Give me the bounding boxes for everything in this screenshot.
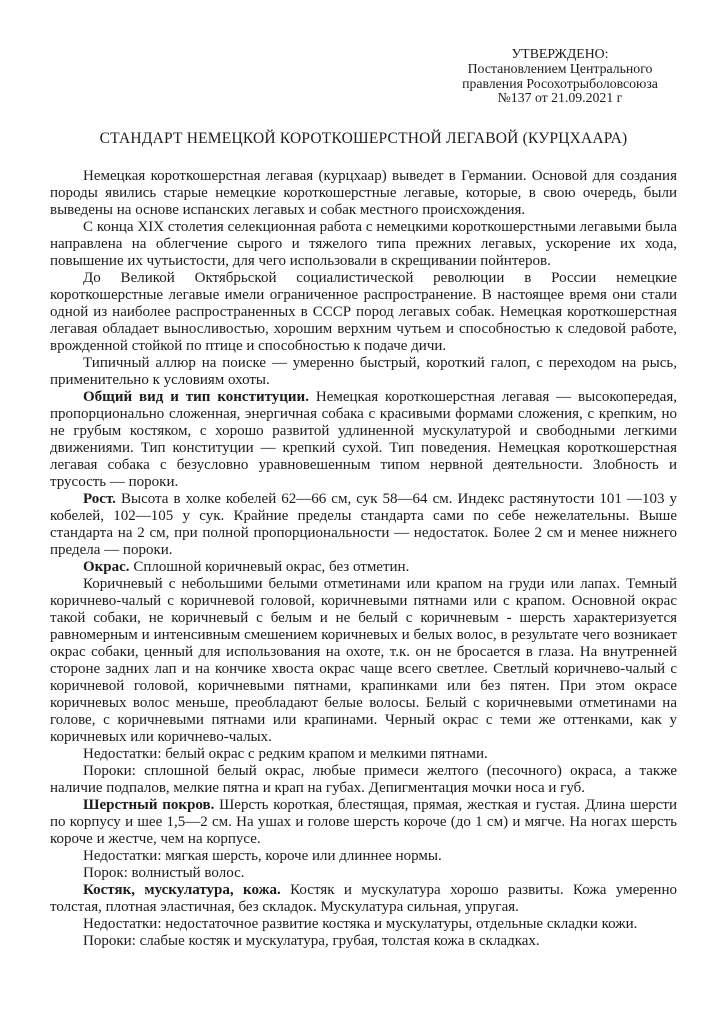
paragraph: Шерстный покров. Шерсть короткая, блестящая, прямая, жесткая и густая. Длина шерсти по корпусу и шее 1,5—2 см. На ушах и голове шерсть короче (до 1 см) и мягче. На ногах шерсть короче и жестче, чем на корпусе.: [50, 797, 677, 848]
document-title: СТАНДАРТ НЕМЕЦКОЙ КОРОТКОШЕРСТНОЙ ЛЕГАВОЙ (КУРЦХААРА): [99, 130, 628, 148]
section-heading: Шерстный покров.: [83, 797, 220, 814]
paragraph: Типичный аллюр на поиске — умеренно быстрый, короткий галоп, с переходом на рысь, применительно к условиям охоты.: [50, 355, 677, 389]
section-heading: Общий вид и тип конституции.: [83, 389, 316, 406]
section-heading: Рост.: [83, 491, 121, 508]
paragraph: С конца XIX столетия селекционная работа с немецкими короткошерстными легавыми была направлена на облегчение сырого и тяжелого типа прежних легавых, ускорение их хода, повышение их чутьистости, для чего использовали в скрещивании пойнтеров.: [50, 219, 677, 270]
paragraph: Костяк, мускулатура, кожа. Костяк и мускулатура хорошо развиты. Кожа умеренно толстая, плотная эластичная, без складок. Мускулатура сильная, упругая.: [50, 882, 677, 916]
paragraph: Недостатки: белый окрас с редким крапом и мелкими пятнами.: [83, 746, 488, 763]
paragraph: Рост. Высота в холке кобелей 62—66 см, сук 58—64 см. Индекс растянутости 101 —103 у кобелей, 102—105 у сук. Крайние пределы стандарта сами по себе нежелательны. Выше стандарта на 2 см, при полной пропорциональности — недостаток. Более 2 см и менее нижнего предела — пороки.: [50, 491, 678, 559]
paragraph: Недостатки: недостаточное развитие костяка и мускулатуры, отдельные складки кожи.: [83, 916, 638, 933]
paragraph: Недостатки: мягкая шерсть, короче или длиннее нормы.: [83, 848, 442, 865]
section-heading: Окрас.: [83, 559, 134, 576]
paragraph: Немецкая короткошерстная легавая (курцхаар) выведет в Германии. Основой для создания породы явились старые немецкие короткошерстные легавые, которые, в свою очередь, были выведены на основе испанских легавых и собак местного происхождения.: [50, 168, 677, 219]
approval-line: №137 от 21.09.2021 г: [497, 90, 623, 106]
approval-line: УТВЕРЖДЕНО:: [511, 46, 609, 61]
paragraph: До Великой Октябрьской социалистической революции в России немецкие короткошерстные легавые имели ограниченное распространение. В настоящее время они стали одной из наиболее распространенных в СССР пород легавых собак. Немецкая короткошерстная легавая обладает выносливостью, хорошим верхним чутьем и способностью к следовой работе, врожденной стойкой по птице и способностью к подаче дичи.: [50, 270, 677, 355]
paragraph: Пороки: слабые костяк и мускулатура, грубая, толстая кожа в складках.: [83, 933, 540, 950]
approval-block: [445, 47, 675, 106]
approval-line: правления Росохотрыболовсоюза: [462, 75, 658, 91]
paragraph: Пороки: сплошной белый окрас, любые примеси желтого (песочного) окраса, а также наличие подпалов, мелкие пятна и крап на губах. Депигментация мочки носа и губ.: [50, 763, 677, 797]
section-heading: Костяк, мускулатура, кожа.: [83, 882, 291, 899]
paragraph: Общий вид и тип конституции. Немецкая короткошерстная легавая — высокопередая, пропорционально сложенная, энергичная собака с красивыми формами сложения, с крепким, но не грубым костяком, с хорошо развитой удлиненной мускулатурой и свободными легкими движениями. Тип конституции — крепкий сухой. Тип поведения. Немецкая короткошерстная легавая собака с безусловно уравновешенным типом нервной деятельности. Злобность и трусость — пороки.: [50, 389, 677, 491]
paragraph: Окрас. Сплошной коричневый окрас, без отметин.: [83, 559, 410, 576]
document-body: [50, 168, 677, 950]
approval-line: Постановлением Центрального: [467, 60, 653, 76]
paragraph: Порок: волнистый волос.: [83, 865, 245, 882]
paragraph: Коричневый с небольшими белыми отметинами или крапом на груди или лапах. Темный коричнево-чалый с коричневой головой, коричневыми пятнами или с крапом. Основной окрас такой собаки, не коричневый с белым и не белый с коричневым - шерсть характеризуется равномерным и интенсивным смешением коричневых и белых волос, в результате чего возникает окрас собаки, ценный для использования на охоте, т.к. он не бросается в глаза. На внутренней стороне задних лап и на кончике хвоста окрас чаще всего светлее. Светлый коричнево-чалый с коричневой головой, коричневыми пятнами, крапинками или без пятен. При этом окрасе коричневых волос меньше, преобладают белые волосы. Белый с коричневыми отметинами на голове, с коричневыми пятнами или крапинами. Черный окрас с теми же оттенками, как у коричневых или коричнево-чалых.: [50, 576, 677, 746]
